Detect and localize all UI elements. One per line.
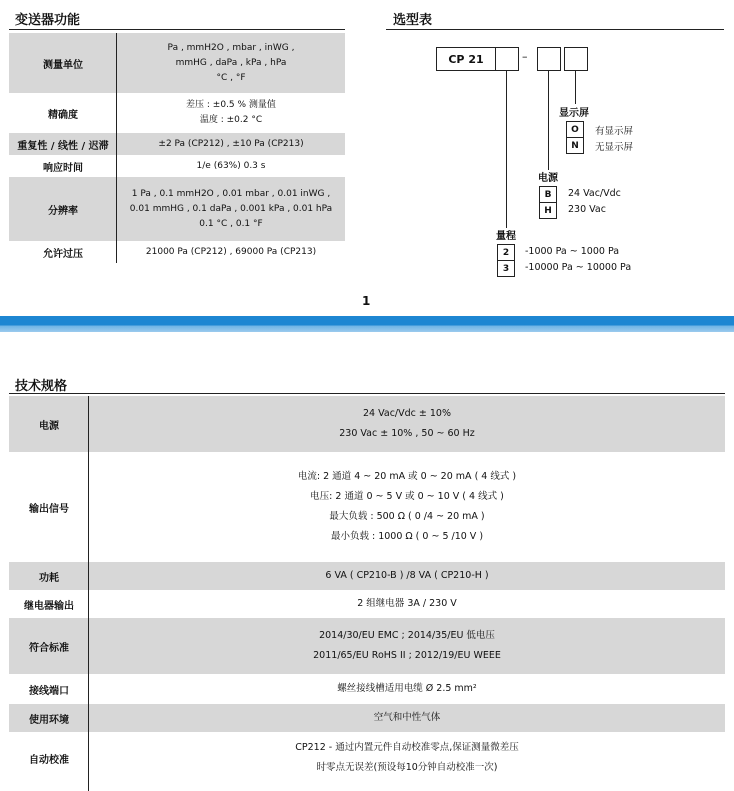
- row-label: 电源: [39, 420, 59, 432]
- value-line: 1/e (63%) 0.3 s: [196, 160, 266, 171]
- row-value: [89, 618, 725, 674]
- range-code-3: 3: [497, 260, 515, 277]
- table-row: [9, 241, 345, 263]
- row-label: 功耗: [39, 572, 59, 584]
- power-group-title: 电源: [538, 173, 558, 184]
- power-option-text: 24 Vac/Vdc: [568, 188, 621, 199]
- table-row: [9, 33, 345, 93]
- row-value: [117, 177, 345, 241]
- selection-title-rule: [386, 29, 724, 30]
- row-value: [89, 732, 725, 784]
- table-row: [9, 618, 725, 674]
- value-line: 电压: 2 通道 0 ~ 5 V 或 0 ~ 10 V ( 4 线式 ): [310, 491, 504, 502]
- value-line: 最小负载 : 1000 Ω ( 0 ~ 5 /10 V ): [330, 531, 484, 542]
- page-divider-band: [0, 316, 734, 332]
- power-code-h: H: [539, 202, 557, 219]
- value-line: 电流: 2 通道 4 ~ 20 mA 或 0 ~ 20 mA ( 4 线式 ): [297, 471, 517, 482]
- row-label: 允许过压: [43, 248, 83, 260]
- row-value: [117, 133, 345, 155]
- column-divider: [88, 396, 89, 791]
- value-line: 24 Vac/Vdc ± 10%: [363, 408, 451, 419]
- spec-section-title: 技术规格: [15, 379, 68, 394]
- row-label: 响应时间: [43, 162, 83, 174]
- row-label: 符合标准: [29, 642, 69, 654]
- value-line: °C , °F: [216, 72, 246, 83]
- value-line: 0.1 °C , 0.1 °F: [199, 218, 263, 229]
- row-value: [89, 590, 725, 618]
- display-group-title: 显示屏: [559, 108, 589, 119]
- value-line: 2014/30/EU EMC ; 2014/35/EU 低电压: [319, 630, 495, 641]
- value-line: 螺丝接线槽适用电缆 Ø 2.5 mm²: [337, 683, 477, 694]
- row-label: 继电器输出: [24, 600, 74, 612]
- function-section-title: 变送器功能: [15, 13, 81, 28]
- power-option-text: 230 Vac: [568, 204, 606, 215]
- row-value: [89, 704, 725, 732]
- selection-section-title: 选型表: [393, 13, 433, 28]
- row-value: [89, 452, 725, 562]
- value-line: 2 组继电器 3A / 230 V: [357, 598, 457, 609]
- display-connector: [575, 70, 576, 104]
- table-row: [9, 674, 725, 704]
- table-row: [9, 704, 725, 732]
- power-connector: [548, 70, 549, 170]
- value-line: 空气和中性气体: [373, 712, 441, 723]
- row-label: 分辨率: [48, 205, 78, 217]
- row-value: [117, 241, 345, 263]
- row-label: 测量单位: [43, 59, 83, 71]
- range-option-text: -1000 Pa ~ 1000 Pa: [525, 246, 620, 257]
- row-label: 使用环境: [29, 714, 69, 726]
- row-value: [89, 562, 725, 590]
- value-line: mmHG , daPa , kPa , hPa: [175, 57, 287, 68]
- row-label: 重复性 / 线性 / 迟滞: [17, 140, 109, 152]
- table-row: [9, 396, 725, 452]
- value-line: ±2 Pa (CP212) , ±10 Pa (CP213): [158, 138, 304, 149]
- value-line: 时零点无误差(预设每10分钟自动校准一次): [316, 762, 498, 773]
- row-label: 精确度: [48, 109, 78, 121]
- table-row: [9, 177, 345, 241]
- table-row: [9, 133, 345, 155]
- row-label: 接线端口: [29, 685, 69, 697]
- row-label: 输出信号: [29, 503, 69, 515]
- table-row: [9, 155, 345, 177]
- row-value: [89, 674, 725, 704]
- page-number: 1: [362, 294, 371, 308]
- table-row: [9, 562, 725, 590]
- value-line: 6 VA ( CP210-B ) /8 VA ( CP210-H ): [325, 570, 489, 581]
- value-line: 2011/65/EU RoHS II ; 2012/19/EU WEEE: [313, 650, 501, 661]
- range-code-2: 2: [497, 244, 515, 261]
- display-code-n: N: [566, 137, 584, 154]
- display-option-text: 无显示屏: [595, 142, 634, 153]
- display-option-text: 有显示屏: [595, 126, 634, 137]
- range-group-title: 量程: [496, 231, 516, 242]
- spec-title-rule: [9, 393, 725, 394]
- value-line: 0.01 mmHG , 0.1 daPa , 0.001 kPa , 0.01 hPa: [129, 203, 333, 214]
- row-value: [117, 155, 345, 177]
- model-prefix-box: CP 21: [436, 47, 496, 71]
- range-code-slot: [495, 47, 519, 71]
- display-code-o: O: [566, 121, 584, 138]
- table-row: [9, 590, 725, 618]
- value-line: 差压 : ±0.5 % 测量值: [186, 100, 276, 110]
- value-line: 21000 Pa (CP212) , 69000 Pa (CP213): [145, 246, 317, 257]
- table-row: [9, 93, 345, 133]
- column-divider: [116, 33, 117, 263]
- value-line: CP212 - 通过内置元件自动校准零点,保证测量微差压: [295, 742, 519, 753]
- range-option-text: -10000 Pa ~ 10000 Pa: [525, 262, 632, 273]
- table-row: [9, 452, 725, 562]
- power-code-b: B: [539, 186, 557, 203]
- row-value: [117, 33, 345, 93]
- function-title-rule: [9, 29, 345, 30]
- power-code-slot: [537, 47, 561, 71]
- row-label: 自动校准: [29, 754, 69, 766]
- row-value: [117, 93, 345, 133]
- row-value: [89, 396, 725, 452]
- table-row: [9, 732, 725, 784]
- value-line: Pa , mmH2O , mbar , inWG ,: [167, 42, 295, 53]
- code-dash: –: [522, 50, 528, 63]
- value-line: 最大负载 : 500 Ω ( 0 /4 ~ 20 mA ): [329, 511, 485, 522]
- range-connector: [506, 70, 507, 228]
- display-code-slot: [564, 47, 588, 71]
- value-line: 温度 : ±0.2 °C: [199, 115, 263, 125]
- value-line: 1 Pa , 0.1 mmH2O , 0.01 mbar , 0.01 inWG ,: [131, 188, 331, 199]
- value-line: 230 Vac ± 10% , 50 ~ 60 Hz: [339, 428, 475, 439]
